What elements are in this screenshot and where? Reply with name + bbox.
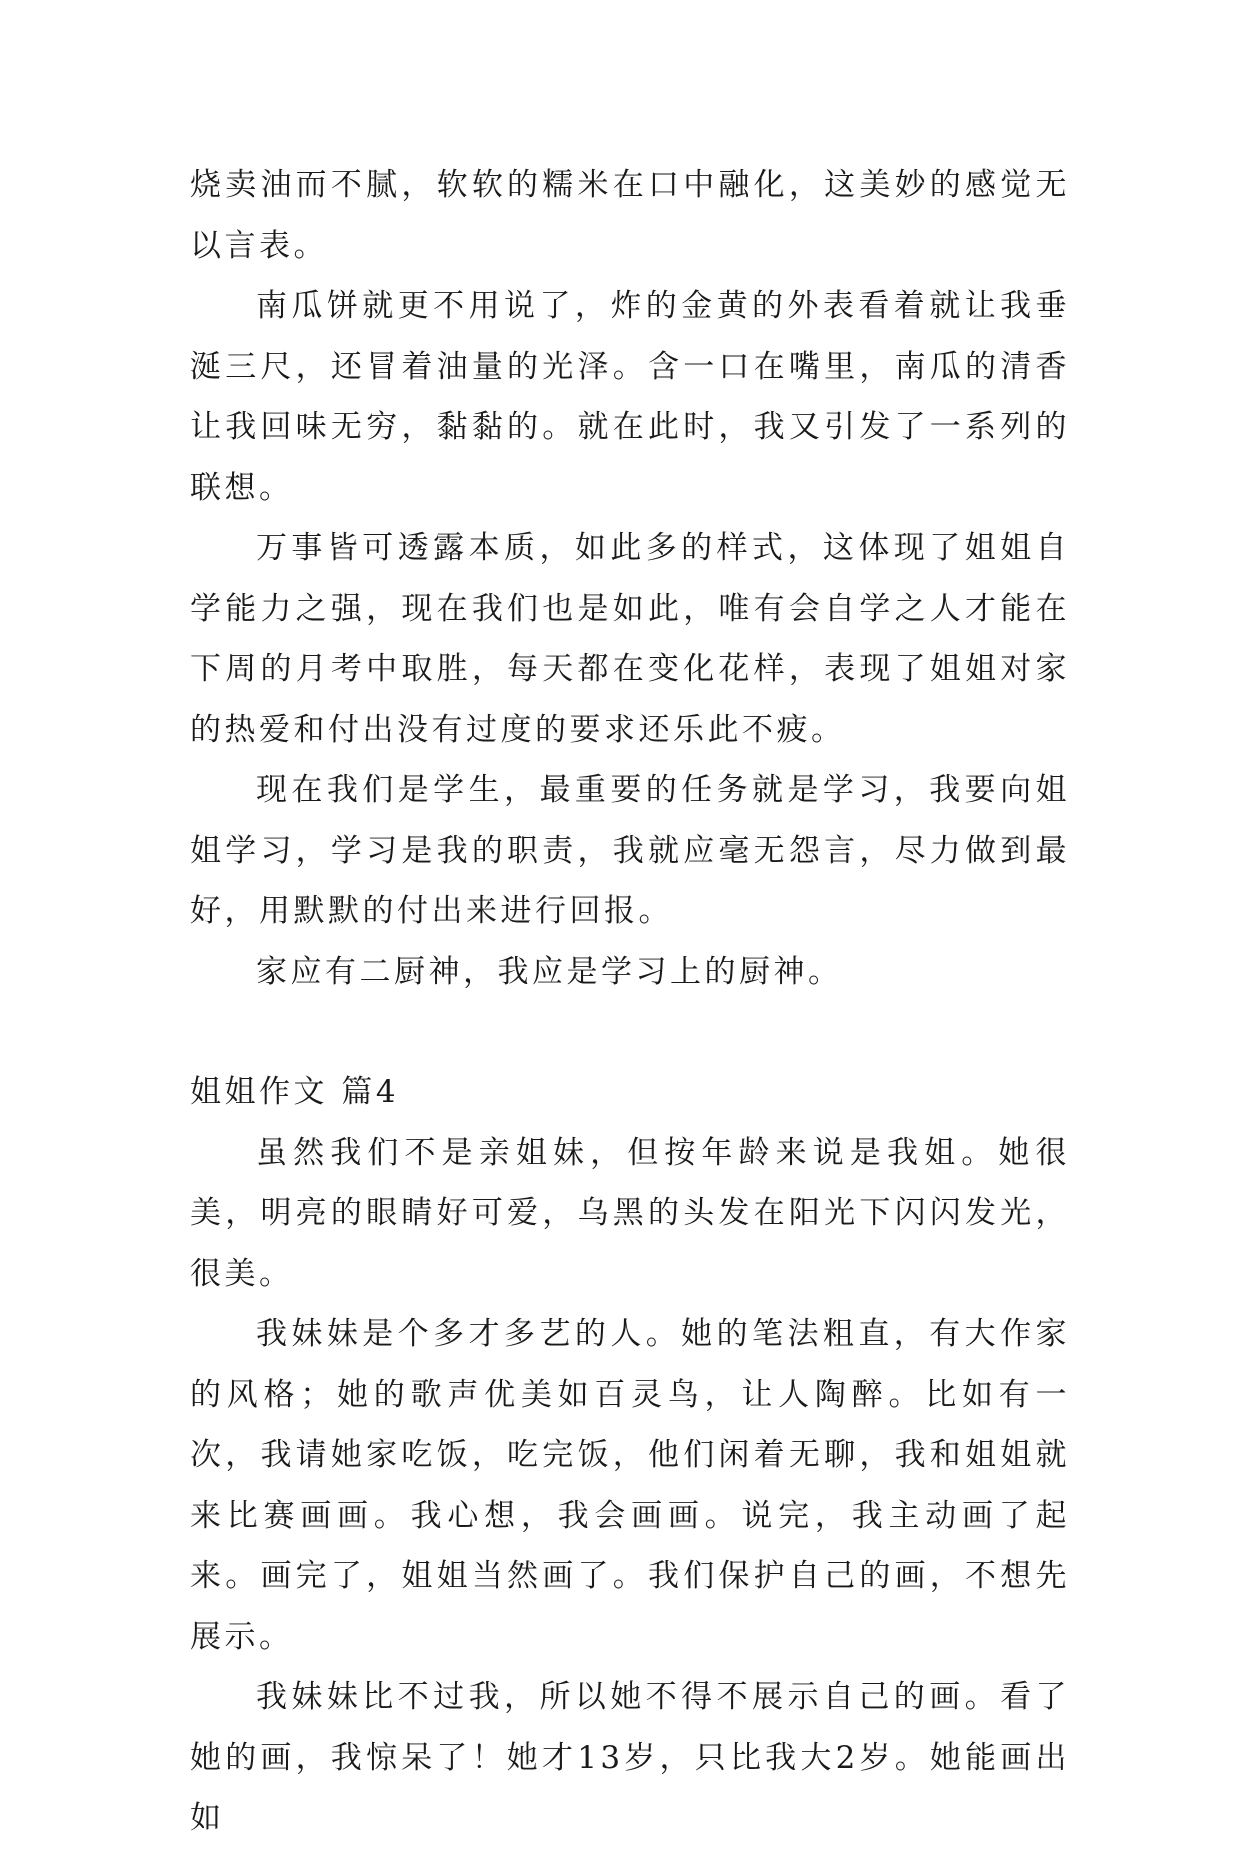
section-heading: 姐姐作文 篇4 [190, 1074, 400, 1110]
paragraph-3: 万事皆可透露本质，如此多的样式，这体现了姐姐自学能力之强，现在我们也是如此，唯有会自学之人才能在下周的月考中取胜，每天都在变化花样，表现了姐姐对家的热爱和付出没有过度的要求还乐此不疲。 [190, 530, 1070, 748]
paragraph-2: 南瓜饼就更不用说了，炸的金黄的外表看着就让我垂涎三尺，还冒着油量的光泽。含一口在嘴里，南瓜的清香让我回味无穷，黏黏的。就在此时，我又引发了一系列的联想。 [190, 288, 1070, 506]
paragraph-1: 烧卖油而不腻，软软的糯米在口中融化，这美妙的感觉无以言表。 [190, 167, 1070, 264]
paragraph-6: 虽然我们不是亲姐妹，但按年龄来说是我姐。她很美，明亮的眼睛好可爱，乌黑的头发在阳光下闪闪发光，很美。 [190, 1134, 1070, 1292]
paragraph-5: 家应有二厨神，我应是学习上的厨神。 [256, 953, 843, 990]
paragraph-7: 我妹妹是个多才多艺的人。她的笔法粗直，有大作家的风格；她的歌声优美如百灵鸟，让人陶醉。比如有一次，我请她家吃饭，吃完饭，他们闲着无聊，我和姐姐就来比赛画画。我心想，我会画画。说完，我主动画了起来。画完了，姐姐当然画了。我们保护自己的画，不想先展示。 [190, 1316, 1070, 1655]
document-page [190, 155, 1070, 1849]
paragraph-4: 现在我们是学生，最重要的任务就是学习，我要向姐姐学习，学习是我的职责，我就应毫无怨言，尽力做到最好，用默默的付出来进行回报。 [190, 772, 1070, 929]
paragraph-8: 我妹妹比不过我，所以她不得不展示自己的画。看了她的画，我惊呆了！她才13岁，只比我大2岁。她能画出如 [190, 1679, 1070, 1836]
